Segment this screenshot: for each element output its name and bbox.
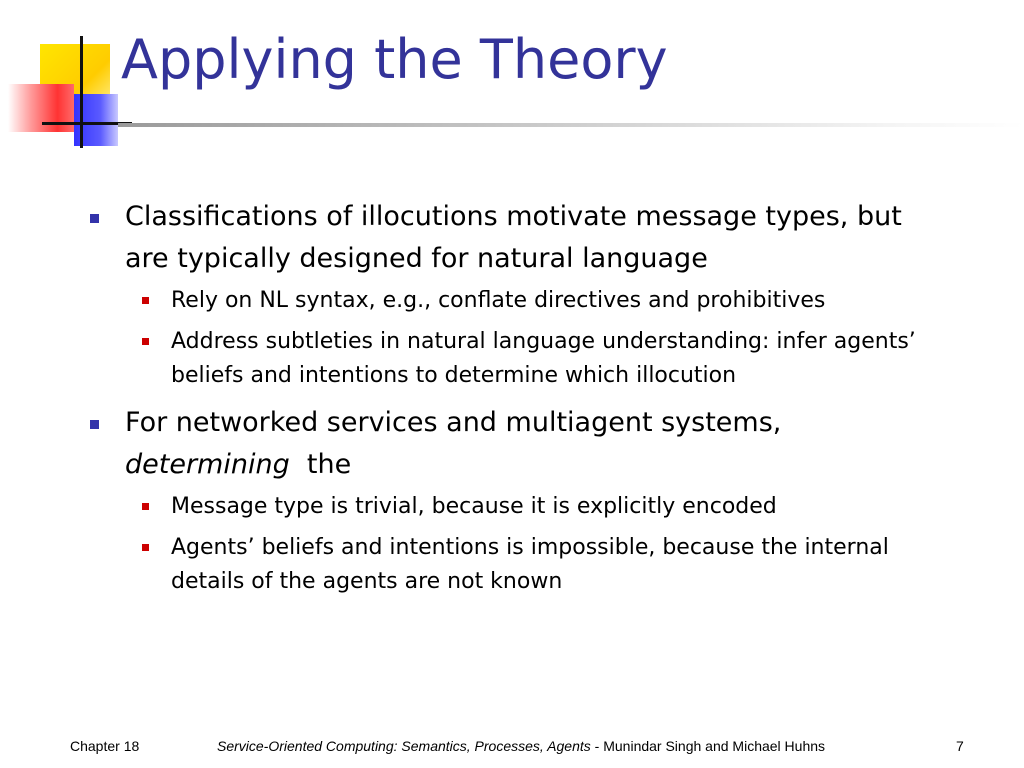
bullet-2-emphasis: determining bbox=[125, 449, 290, 480]
bullet-2-sub-2: Agents’ beliefs and intentions is impossible, because the internal details of the agents are not known bbox=[171, 535, 889, 594]
bullet-marker-icon bbox=[90, 420, 99, 429]
sub-bullet-marker-icon bbox=[142, 544, 149, 551]
footer-citation bbox=[217, 738, 825, 754]
title-underline-rule bbox=[118, 123, 1024, 127]
sub-bullet-marker-icon bbox=[142, 338, 149, 345]
footer-authors: Munindar Singh and Michael Huhns bbox=[603, 738, 826, 754]
bullet-1-sub-1: Rely on NL syntax, e.g., conflate directives and prohibitives bbox=[171, 288, 826, 313]
footer-page-number: 7 bbox=[956, 738, 964, 754]
decor-vertical-line bbox=[80, 36, 83, 148]
footer-book-title: Service-Oriented Computing: Semantics, Processes, Agents bbox=[217, 738, 591, 754]
bullet-marker-icon bbox=[90, 214, 99, 223]
bullet-2-suffix: the bbox=[306, 449, 352, 480]
sub-bullet-marker-icon bbox=[142, 503, 149, 510]
bullet-2 bbox=[125, 402, 945, 486]
bullet-1: Classifications of illocutions motivate message types, but are typically designed for natural language bbox=[125, 201, 902, 274]
footer-separator: - bbox=[590, 738, 604, 754]
bullet-2-sub-1: Message type is trivial, because it is explicitly encoded bbox=[171, 494, 777, 519]
sub-bullet-marker-icon bbox=[142, 297, 149, 304]
bullet-2-text: For networked services and multiagent systems, bbox=[125, 407, 782, 438]
bullet-1-sub-2: Address subtleties in natural language understanding: infer agents’ beliefs and intentions to determine which illocution bbox=[171, 329, 916, 388]
footer-chapter: Chapter 18 bbox=[70, 738, 140, 754]
slide-title: Applying the Theory bbox=[121, 28, 668, 91]
